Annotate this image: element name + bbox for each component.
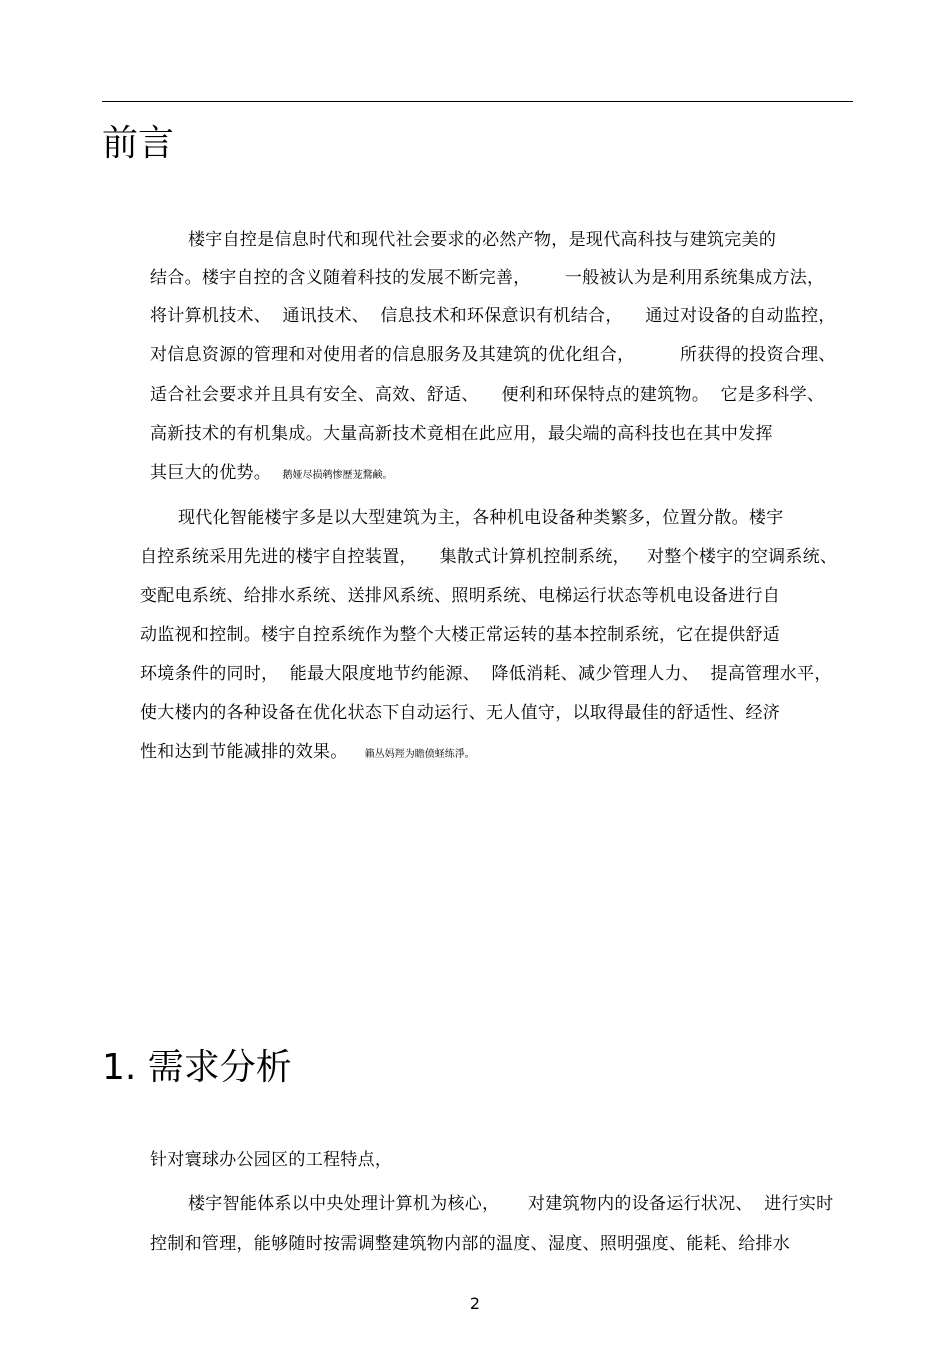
preface-p2-line-7 [140,740,475,767]
preface-p1-line-1: 楼宇自控是信息时代和现代社会要求的必然产物，是现代高科技与建筑完美的 [188,230,777,250]
preface-p1-line-4: 对信息资源的管理和对使用者的信息服务及其建筑的优化组合， 所获得的投资合理、 [150,345,836,365]
preface-p1-line-2: 结合。楼宇自控的含义随着科技的发展不断完善， 一般被认为是利用系统集成方法， [150,268,825,288]
preface-p1-line-5: 适合社会要求并且具有安全、高效、舒适、 便利和环保特点的建筑物。 它是多科学、 [150,385,825,405]
header-rule [102,101,853,102]
preface-p1-line-6: 高新技术的有机集成。大量高新技术竟相在此应用，最尖端的高科技也在其中发挥 [150,424,773,444]
section-1-p-line-1: 楼宇智能体系以中央处理计算机为核心， 对建筑物内的设备运行状况、 进行实时 [188,1194,834,1214]
section-1-p-line-2: 控制和管理，能够随时按需调整建筑物内部的温度、湿度、照明强度、能耗、给排水 [150,1234,791,1254]
preface-p2-note: 籟丛妈羥为瞻偾蛏练淨。 [364,749,475,760]
section-1-intro: 针对寰球办公园区的工程特点， [150,1150,393,1170]
preface-p1-line-7 [150,461,393,488]
preface-heading: 前言 [102,123,175,164]
preface-p2-line-5: 环境条件的同时， 能最大限度地节约能源、 降低消耗、减少管理人力、 提高管理水平， [140,664,832,684]
preface-p2-last-text: 性和达到节能减排的效果。 [140,742,348,762]
preface-p2-line-2: 自控系统采用先进的楼宇自控装置， 集散式计算机控制系统， 对整个楼宇的空调系统、 [140,547,838,567]
preface-p2-line-6: 使大楼内的各种设备在优化状态下自动运行、无人值守，以取得最佳的舒适性、经济 [140,703,781,723]
preface-p1-note: 鹅娅尽损鹌惨歷茏鶩鹸。 [282,470,393,481]
section-1-heading: 1. 需求分析 [102,1047,292,1088]
preface-p2-line-3: 变配电系统、给排水系统、送排风系统、照明系统、电梯运行状态等机电设备进行自 [140,586,781,606]
preface-p1-last-text: 其巨大的优势。 [150,463,272,483]
preface-p2-line-1: 现代化智能楼宇多是以大型建筑为主，各种机电设备种类繁多，位置分散。楼宇 [178,508,784,528]
page-number: 2 [469,1294,481,1313]
preface-p1-line-3: 将计算机技术、 通讯技术、 信息技术和环保意识有机结合， 通过对设备的自动监控， [150,306,836,326]
preface-p2-line-4: 动监视和控制。楼宇自控系统作为整个大楼正常运转的基本控制系统，它在提供舒适 [140,625,781,645]
